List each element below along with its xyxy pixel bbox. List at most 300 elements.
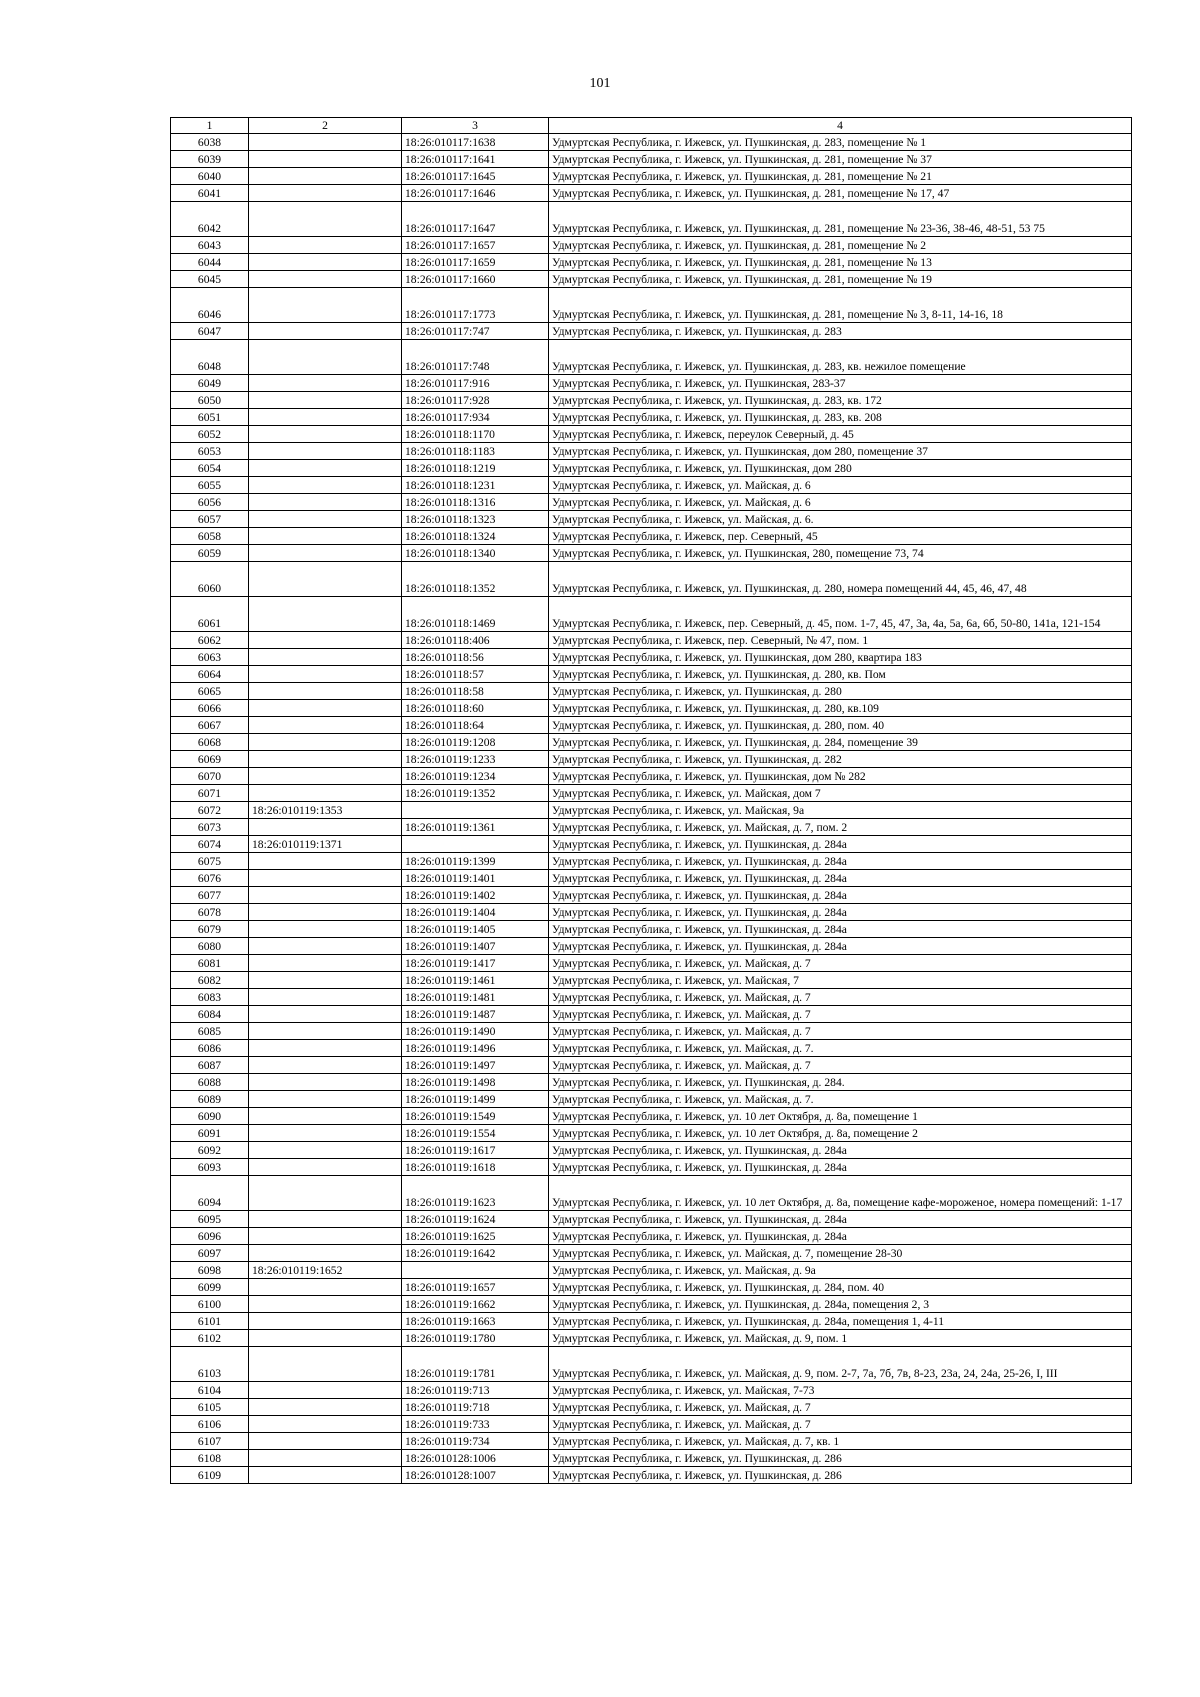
cadastral-number-alt-cell bbox=[249, 1313, 402, 1330]
row-number-cell: 6054 bbox=[171, 460, 249, 477]
cadastral-number-cell: 18:26:010119:1499 bbox=[402, 1091, 549, 1108]
table-row bbox=[171, 1108, 1132, 1125]
row-number-cell: 6102 bbox=[171, 1330, 249, 1347]
address-cell: Удмуртская Республика, г. Ижевск, ул. Пушкинская, д. 284а bbox=[549, 870, 1132, 887]
row-number-cell: 6105 bbox=[171, 1399, 249, 1416]
cadastral-number-alt-cell bbox=[249, 989, 402, 1006]
cadastral-number-alt-cell bbox=[249, 426, 402, 443]
row-number-cell: 6101 bbox=[171, 1313, 249, 1330]
cadastral-number-cell: 18:26:010119:1407 bbox=[402, 938, 549, 955]
row-number-cell: 6094 bbox=[171, 1176, 249, 1211]
table-row bbox=[171, 632, 1132, 649]
address-cell: Удмуртская Республика, г. Ижевск, ул. 10 лет Октября, д. 8а, помещение 2 bbox=[549, 1125, 1132, 1142]
cadastral-number-cell: 18:26:010119:1405 bbox=[402, 921, 549, 938]
row-number-cell: 6061 bbox=[171, 597, 249, 632]
address-cell: Удмуртская Республика, г. Ижевск, ул. Пушкинская, д. 284а, помещения 1, 4-11 bbox=[549, 1313, 1132, 1330]
address-cell: Удмуртская Республика, г. Ижевск, ул. Майская, 9а bbox=[549, 802, 1132, 819]
table-row bbox=[171, 562, 1132, 597]
address-cell: Удмуртская Республика, г. Ижевск, ул. Пушкинская, д. 284а bbox=[549, 887, 1132, 904]
table-row bbox=[171, 666, 1132, 683]
cadastral-number-cell: 18:26:010118:1469 bbox=[402, 597, 549, 632]
row-number-cell: 6056 bbox=[171, 494, 249, 511]
table-row bbox=[171, 768, 1132, 785]
address-cell: Удмуртская Республика, г. Ижевск, ул. Пушкинская, д. 283 bbox=[549, 323, 1132, 340]
table-row bbox=[171, 1023, 1132, 1040]
address-cell: Удмуртская Республика, г. Ижевск, ул. Пушкинская, д. 281, помещение № 17, 47 bbox=[549, 185, 1132, 202]
cadastral-number-alt-cell bbox=[249, 1211, 402, 1228]
cadastral-number-alt-cell bbox=[249, 1228, 402, 1245]
address-cell: Удмуртская Республика, г. Ижевск, ул. Пушкинская, д. 283, кв. нежилое помещение bbox=[549, 340, 1132, 375]
table-row bbox=[171, 323, 1132, 340]
row-number-cell: 6074 bbox=[171, 836, 249, 853]
cadastral-number-cell: 18:26:010119:1549 bbox=[402, 1108, 549, 1125]
table-row bbox=[171, 819, 1132, 836]
row-number-cell: 6049 bbox=[171, 375, 249, 392]
table-row bbox=[171, 734, 1132, 751]
address-cell: Удмуртская Республика, г. Ижевск, ул. Пушкинская, д. 282 bbox=[549, 751, 1132, 768]
row-number-cell: 6080 bbox=[171, 938, 249, 955]
row-number-cell: 6062 bbox=[171, 632, 249, 649]
row-number-cell: 6058 bbox=[171, 528, 249, 545]
address-cell: Удмуртская Республика, г. Ижевск, ул. Пушкинская, дом № 282 bbox=[549, 768, 1132, 785]
row-number-cell: 6064 bbox=[171, 666, 249, 683]
cadastral-number-alt-cell bbox=[249, 409, 402, 426]
address-cell: Удмуртская Республика, г. Ижевск, ул. Майская, д. 7 bbox=[549, 1057, 1132, 1074]
table-row bbox=[171, 443, 1132, 460]
cadastral-number-cell: 18:26:010117:1641 bbox=[402, 151, 549, 168]
cadastral-number-alt-cell bbox=[249, 734, 402, 751]
table-row bbox=[171, 1399, 1132, 1416]
cadastral-number-alt-cell bbox=[249, 254, 402, 271]
table-row bbox=[171, 1433, 1132, 1450]
cadastral-number-alt-cell bbox=[249, 921, 402, 938]
cadastral-number-cell: 18:26:010117:1660 bbox=[402, 271, 549, 288]
table-row bbox=[171, 254, 1132, 271]
cadastral-number-cell: 18:26:010117:1657 bbox=[402, 237, 549, 254]
cadastral-number-cell: 18:26:010118:1183 bbox=[402, 443, 549, 460]
cadastral-number-alt-cell bbox=[249, 545, 402, 562]
cadastral-number-alt-cell bbox=[249, 1279, 402, 1296]
table-row bbox=[171, 202, 1132, 237]
cadastral-number-cell: 18:26:010119:1623 bbox=[402, 1176, 549, 1211]
table-row bbox=[171, 921, 1132, 938]
cadastral-number-cell: 18:26:010118:56 bbox=[402, 649, 549, 666]
row-number-cell: 6055 bbox=[171, 477, 249, 494]
row-number-cell: 6086 bbox=[171, 1040, 249, 1057]
cadastral-number-cell: 18:26:010118:1170 bbox=[402, 426, 549, 443]
cadastral-number-cell: 18:26:010119:1233 bbox=[402, 751, 549, 768]
row-number-cell: 6092 bbox=[171, 1142, 249, 1159]
address-cell: Удмуртская Республика, г. Ижевск, ул. Майская, д. 7 bbox=[549, 1023, 1132, 1040]
row-number-cell: 6065 bbox=[171, 683, 249, 700]
table-row bbox=[171, 1211, 1132, 1228]
table-row bbox=[171, 802, 1132, 819]
column-header-3: 3 bbox=[402, 118, 549, 134]
row-number-cell: 6096 bbox=[171, 1228, 249, 1245]
cadastral-number-cell: 18:26:010128:1006 bbox=[402, 1450, 549, 1467]
address-cell: Удмуртская Республика, г. Ижевск, ул. Пушкинская, д. 280, пом. 40 bbox=[549, 717, 1132, 734]
cadastral-number-cell: 18:26:010119:1234 bbox=[402, 768, 549, 785]
cadastral-number-alt-cell bbox=[249, 666, 402, 683]
row-number-cell: 6087 bbox=[171, 1057, 249, 1074]
cadastral-number-alt-cell bbox=[249, 340, 402, 375]
cadastral-number-cell: 18:26:010117:1646 bbox=[402, 185, 549, 202]
cadastral-number-cell: 18:26:010117:1638 bbox=[402, 134, 549, 151]
cadastral-number-alt-cell bbox=[249, 1399, 402, 1416]
table-row bbox=[171, 955, 1132, 972]
table-row bbox=[171, 1074, 1132, 1091]
cadastral-number-alt-cell bbox=[249, 443, 402, 460]
address-cell: Удмуртская Республика, г. Ижевск, ул. Майская, д. 9, пом. 1 bbox=[549, 1330, 1132, 1347]
cadastral-number-alt-cell bbox=[249, 1330, 402, 1347]
table-row bbox=[171, 494, 1132, 511]
row-number-cell: 6108 bbox=[171, 1450, 249, 1467]
table-row bbox=[171, 700, 1132, 717]
address-cell: Удмуртская Республика, г. Ижевск, ул. Майская, д. 7. bbox=[549, 1040, 1132, 1057]
cadastral-number-alt-cell bbox=[249, 460, 402, 477]
table-row bbox=[171, 1450, 1132, 1467]
cadastral-number-cell: 18:26:010119:1498 bbox=[402, 1074, 549, 1091]
table-row bbox=[171, 870, 1132, 887]
address-cell: Удмуртская Республика, г. Ижевск, ул. Пушкинская, д. 284, помещение 39 bbox=[549, 734, 1132, 751]
cadastral-number-cell: 18:26:010119:1399 bbox=[402, 853, 549, 870]
address-cell: Удмуртская Республика, г. Ижевск, ул. Пушкинская, д. 281, помещение № 13 bbox=[549, 254, 1132, 271]
cadastral-number-alt-cell bbox=[249, 168, 402, 185]
cadastral-number-alt-cell bbox=[249, 392, 402, 409]
table-row bbox=[171, 477, 1132, 494]
cadastral-number-cell: 18:26:010117:934 bbox=[402, 409, 549, 426]
cadastral-number-alt-cell bbox=[249, 904, 402, 921]
table-row bbox=[171, 545, 1132, 562]
cadastral-number-alt-cell bbox=[249, 853, 402, 870]
row-number-cell: 6066 bbox=[171, 700, 249, 717]
address-cell: Удмуртская Республика, г. Ижевск, ул. Пушкинская, д. 284а bbox=[549, 938, 1132, 955]
table-row bbox=[171, 426, 1132, 443]
cadastral-number-alt-cell bbox=[249, 1382, 402, 1399]
cadastral-number-alt-cell bbox=[249, 1347, 402, 1382]
cadastral-number-cell: 18:26:010119:1625 bbox=[402, 1228, 549, 1245]
table-row bbox=[171, 375, 1132, 392]
table-row bbox=[171, 1416, 1132, 1433]
cadastral-number-alt-cell bbox=[249, 1467, 402, 1484]
cadastral-number-alt-cell bbox=[249, 271, 402, 288]
cadastral-number-alt-cell bbox=[249, 1074, 402, 1091]
row-number-cell: 6042 bbox=[171, 202, 249, 237]
table-row bbox=[171, 288, 1132, 323]
cadastral-number-cell: 18:26:010118:1324 bbox=[402, 528, 549, 545]
cadastral-number-cell: 18:26:010119:1617 bbox=[402, 1142, 549, 1159]
address-cell: Удмуртская Республика, г. Ижевск, ул. Пушкинская, д. 283, помещение № 1 bbox=[549, 134, 1132, 151]
table-header-row bbox=[171, 118, 1132, 134]
row-number-cell: 6057 bbox=[171, 511, 249, 528]
row-number-cell: 6083 bbox=[171, 989, 249, 1006]
address-cell: Удмуртская Республика, г. Ижевск, ул. Пушкинская, д. 284а bbox=[549, 853, 1132, 870]
row-number-cell: 6109 bbox=[171, 1467, 249, 1484]
cadastral-number-cell: 18:26:010119:1618 bbox=[402, 1159, 549, 1176]
cadastral-number-cell: 18:26:010119:1657 bbox=[402, 1279, 549, 1296]
address-cell: Удмуртская Республика, г. Ижевск, ул. Пушкинская, д. 280, кв.109 bbox=[549, 700, 1132, 717]
address-cell: Удмуртская Республика, г. Ижевск, ул. Майская, д. 7. bbox=[549, 1091, 1132, 1108]
cadastral-number-alt-cell bbox=[249, 887, 402, 904]
cadastral-number-alt-cell: 18:26:010119:1353 bbox=[249, 802, 402, 819]
address-cell: Удмуртская Республика, г. Ижевск, пер. Северный, д. 45, пом. 1-7, 45, 47, 3а, 4а, 5а, 6а, 6б, 50-80, 141а, 121-154 bbox=[549, 597, 1132, 632]
row-number-cell: 6107 bbox=[171, 1433, 249, 1450]
row-number-cell: 6099 bbox=[171, 1279, 249, 1296]
cadastral-number-cell: 18:26:010119:1481 bbox=[402, 989, 549, 1006]
row-number-cell: 6076 bbox=[171, 870, 249, 887]
cadastral-number-cell: 18:26:010118:1352 bbox=[402, 562, 549, 597]
table-row bbox=[171, 853, 1132, 870]
table-row bbox=[171, 1467, 1132, 1484]
cadastral-number-cell: 18:26:010119:1208 bbox=[402, 734, 549, 751]
table-row bbox=[171, 168, 1132, 185]
row-number-cell: 6079 bbox=[171, 921, 249, 938]
table-row bbox=[171, 717, 1132, 734]
table-row bbox=[171, 185, 1132, 202]
row-number-cell: 6050 bbox=[171, 392, 249, 409]
row-number-cell: 6041 bbox=[171, 185, 249, 202]
address-cell: Удмуртская Республика, г. Ижевск, ул. Майская, дом 7 bbox=[549, 785, 1132, 802]
cadastral-number-cell: 18:26:010117:1647 bbox=[402, 202, 549, 237]
address-cell: Удмуртская Республика, г. Ижевск, ул. Пушкинская, д. 281, помещение № 37 bbox=[549, 151, 1132, 168]
cadastral-number-cell: 18:26:010117:1659 bbox=[402, 254, 549, 271]
row-number-cell: 6085 bbox=[171, 1023, 249, 1040]
row-number-cell: 6098 bbox=[171, 1262, 249, 1279]
table-row bbox=[171, 151, 1132, 168]
table-row bbox=[171, 134, 1132, 151]
address-cell: Удмуртская Республика, г. Ижевск, ул. Пушкинская, д. 283, кв. 208 bbox=[549, 409, 1132, 426]
table-row bbox=[171, 972, 1132, 989]
cadastral-number-cell: 18:26:010119:718 bbox=[402, 1399, 549, 1416]
cadastral-number-alt-cell bbox=[249, 700, 402, 717]
table-row bbox=[171, 904, 1132, 921]
cadastral-number-alt-cell bbox=[249, 785, 402, 802]
row-number-cell: 6038 bbox=[171, 134, 249, 151]
table-row bbox=[171, 836, 1132, 853]
address-cell: Удмуртская Республика, г. Ижевск, ул. Пушкинская, д. 284а bbox=[549, 1211, 1132, 1228]
address-cell: Удмуртская Республика, г. Ижевск, ул. Майская, д. 7 bbox=[549, 1399, 1132, 1416]
address-cell: Удмуртская Республика, г. Ижевск, ул. Пушкинская, д. 281, помещение № 23-36, 38-46, 48-51, 53 75 bbox=[549, 202, 1132, 237]
address-cell: Удмуртская Республика, г. Ижевск, ул. Майская, д. 6. bbox=[549, 511, 1132, 528]
cadastral-number-cell: 18:26:010118:1219 bbox=[402, 460, 549, 477]
row-number-cell: 6106 bbox=[171, 1416, 249, 1433]
cadastral-number-alt-cell bbox=[249, 938, 402, 955]
cadastral-number-cell: 18:26:010119:1417 bbox=[402, 955, 549, 972]
cadastral-number-alt-cell bbox=[249, 597, 402, 632]
cadastral-number-alt-cell: 18:26:010119:1652 bbox=[249, 1262, 402, 1279]
cadastral-number-alt-cell bbox=[249, 528, 402, 545]
table-row bbox=[171, 460, 1132, 477]
cadastral-number-cell: 18:26:010119:1497 bbox=[402, 1057, 549, 1074]
row-number-cell: 6063 bbox=[171, 649, 249, 666]
address-cell: Удмуртская Республика, г. Ижевск, ул. Майская, д. 7 bbox=[549, 989, 1132, 1006]
row-number-cell: 6090 bbox=[171, 1108, 249, 1125]
table-row bbox=[171, 1159, 1132, 1176]
cadastral-number-alt-cell bbox=[249, 375, 402, 392]
row-number-cell: 6089 bbox=[171, 1091, 249, 1108]
address-cell: Удмуртская Республика, г. Ижевск, ул. Майская, 7 bbox=[549, 972, 1132, 989]
table-row bbox=[171, 1347, 1132, 1382]
row-number-cell: 6039 bbox=[171, 151, 249, 168]
row-number-cell: 6040 bbox=[171, 168, 249, 185]
address-cell: Удмуртская Республика, г. Ижевск, ул. Пушкинская, д. 283, кв. 172 bbox=[549, 392, 1132, 409]
address-cell: Удмуртская Республика, г. Ижевск, ул. Пушкинская, дом 280, квартира 183 bbox=[549, 649, 1132, 666]
cadastral-number-alt-cell bbox=[249, 237, 402, 254]
table-row bbox=[171, 1382, 1132, 1399]
cadastral-number-cell: 18:26:010119:1487 bbox=[402, 1006, 549, 1023]
row-number-cell: 6073 bbox=[171, 819, 249, 836]
row-number-cell: 6044 bbox=[171, 254, 249, 271]
address-cell: Удмуртская Республика, г. Ижевск, ул. Майская, д. 6 bbox=[549, 477, 1132, 494]
cadastral-number-cell: 18:26:010118:1340 bbox=[402, 545, 549, 562]
cadastral-number-cell: 18:26:010118:1231 bbox=[402, 477, 549, 494]
cadastral-number-cell: 18:26:010119:1642 bbox=[402, 1245, 549, 1262]
cadastral-number-alt-cell bbox=[249, 972, 402, 989]
table-row bbox=[171, 271, 1132, 288]
row-number-cell: 6046 bbox=[171, 288, 249, 323]
cadastral-number-alt-cell bbox=[249, 494, 402, 511]
cadastral-number-alt-cell bbox=[249, 1091, 402, 1108]
table-row bbox=[171, 751, 1132, 768]
table-row bbox=[171, 237, 1132, 254]
address-cell: Удмуртская Республика, г. Ижевск, ул. Пушкинская, д. 281, помещение № 21 bbox=[549, 168, 1132, 185]
table-row bbox=[171, 938, 1132, 955]
address-cell: Удмуртская Республика, г. Ижевск, ул. Пушкинская, 283-37 bbox=[549, 375, 1132, 392]
address-cell: Удмуртская Республика, г. Ижевск, ул. Пушкинская, д. 284. bbox=[549, 1074, 1132, 1091]
address-cell: Удмуртская Республика, г. Ижевск, пер. Северный, 45 bbox=[549, 528, 1132, 545]
row-number-cell: 6072 bbox=[171, 802, 249, 819]
cadastral-number-alt-cell bbox=[249, 323, 402, 340]
cadastral-number-cell: 18:26:010119:1624 bbox=[402, 1211, 549, 1228]
cadastral-number-alt-cell bbox=[249, 649, 402, 666]
address-cell: Удмуртская Республика, г. Ижевск, ул. Пушкинская, д. 281, помещение № 19 bbox=[549, 271, 1132, 288]
table-row bbox=[171, 392, 1132, 409]
cadastral-number-alt-cell bbox=[249, 1159, 402, 1176]
cadastral-number-cell bbox=[402, 1262, 549, 1279]
cadastral-number-cell: 18:26:010119:1361 bbox=[402, 819, 549, 836]
address-cell: Удмуртская Республика, г. Ижевск, ул. 10 лет Октября, д. 8а, помещение кафе-мороженое, номера помещений: 1-17 bbox=[549, 1176, 1132, 1211]
row-number-cell: 6059 bbox=[171, 545, 249, 562]
row-number-cell: 6071 bbox=[171, 785, 249, 802]
table-row bbox=[171, 1228, 1132, 1245]
cadastral-number-cell: 18:26:010119:1663 bbox=[402, 1313, 549, 1330]
address-cell: Удмуртская Республика, г. Ижевск, ул. Пушкинская, д. 284а bbox=[549, 1142, 1132, 1159]
address-cell: Удмуртская Республика, г. Ижевск, ул. Пушкинская, дом 280 bbox=[549, 460, 1132, 477]
table-row bbox=[171, 1262, 1132, 1279]
cadastral-number-cell: 18:26:010118:64 bbox=[402, 717, 549, 734]
cadastral-number-cell: 18:26:010118:1323 bbox=[402, 511, 549, 528]
row-number-cell: 6051 bbox=[171, 409, 249, 426]
row-number-cell: 6091 bbox=[171, 1125, 249, 1142]
address-cell: Удмуртская Республика, г. Ижевск, ул. Пушкинская, д. 284а bbox=[549, 836, 1132, 853]
row-number-cell: 6048 bbox=[171, 340, 249, 375]
address-cell: Удмуртская Республика, г. Ижевск, ул. Пушкинская, д. 281, помещение № 2 bbox=[549, 237, 1132, 254]
cadastral-number-alt-cell bbox=[249, 1142, 402, 1159]
address-cell: Удмуртская Республика, г. Ижевск, ул. Пушкинская, д. 280 bbox=[549, 683, 1132, 700]
address-cell: Удмуртская Республика, г. Ижевск, пер. Северный, № 47, пом. 1 bbox=[549, 632, 1132, 649]
cadastral-number-alt-cell: 18:26:010119:1371 bbox=[249, 836, 402, 853]
address-cell: Удмуртская Республика, г. Ижевск, ул. Пушкинская, д. 281, помещение № 3, 8-11, 14-16, 18 bbox=[549, 288, 1132, 323]
cadastral-number-alt-cell bbox=[249, 819, 402, 836]
row-number-cell: 6068 bbox=[171, 734, 249, 751]
cadastral-number-alt-cell bbox=[249, 511, 402, 528]
cadastral-number-cell: 18:26:010118:406 bbox=[402, 632, 549, 649]
cadastral-number-alt-cell bbox=[249, 717, 402, 734]
table-body bbox=[171, 134, 1132, 1484]
row-number-cell: 6100 bbox=[171, 1296, 249, 1313]
cadastral-number-cell: 18:26:010119:1401 bbox=[402, 870, 549, 887]
address-cell: Удмуртская Республика, г. Ижевск, ул. Пушкинская, д. 280, кв. Пом bbox=[549, 666, 1132, 683]
row-number-cell: 6070 bbox=[171, 768, 249, 785]
address-cell: Удмуртская Республика, г. Ижевск, ул. Майская, д. 7 bbox=[549, 1416, 1132, 1433]
row-number-cell: 6069 bbox=[171, 751, 249, 768]
table-row bbox=[171, 1091, 1132, 1108]
cadastral-number-alt-cell bbox=[249, 1450, 402, 1467]
cadastral-number-cell: 18:26:010119:1496 bbox=[402, 1040, 549, 1057]
cadastral-number-alt-cell bbox=[249, 1040, 402, 1057]
cadastral-number-cell: 18:26:010119:713 bbox=[402, 1382, 549, 1399]
cadastral-number-alt-cell bbox=[249, 202, 402, 237]
address-cell: Удмуртская Республика, г. Ижевск, ул. Пушкинская, д. 284а bbox=[549, 921, 1132, 938]
cadastral-number-cell bbox=[402, 836, 549, 853]
cadastral-number-cell: 18:26:010119:1352 bbox=[402, 785, 549, 802]
row-number-cell: 6047 bbox=[171, 323, 249, 340]
row-number-cell: 6084 bbox=[171, 1006, 249, 1023]
cadastral-number-alt-cell bbox=[249, 477, 402, 494]
table-row bbox=[171, 1176, 1132, 1211]
cadastral-number-cell: 18:26:010119:1461 bbox=[402, 972, 549, 989]
cadastral-number-alt-cell bbox=[249, 1296, 402, 1313]
cadastral-number-cell bbox=[402, 802, 549, 819]
cadastral-number-cell: 18:26:010118:57 bbox=[402, 666, 549, 683]
cadastral-number-cell: 18:26:010119:733 bbox=[402, 1416, 549, 1433]
cadastral-number-cell: 18:26:010118:58 bbox=[402, 683, 549, 700]
cadastral-number-alt-cell bbox=[249, 1416, 402, 1433]
cadastral-number-cell: 18:26:010119:1402 bbox=[402, 887, 549, 904]
cadastral-number-cell: 18:26:010119:1780 bbox=[402, 1330, 549, 1347]
address-cell: Удмуртская Республика, г. Ижевск, ул. Майская, д. 7 bbox=[549, 955, 1132, 972]
address-cell: Удмуртская Республика, г. Ижевск, ул. Пушкинская, дом 280, помещение 37 bbox=[549, 443, 1132, 460]
address-cell: Удмуртская Республика, г. Ижевск, ул. Пушкинская, д. 286 bbox=[549, 1467, 1132, 1484]
row-number-cell: 6043 bbox=[171, 237, 249, 254]
address-cell: Удмуртская Республика, г. Ижевск, ул. Пушкинская, д. 284, пом. 40 bbox=[549, 1279, 1132, 1296]
table-row bbox=[171, 1245, 1132, 1262]
row-number-cell: 6078 bbox=[171, 904, 249, 921]
cadastral-number-cell: 18:26:010119:734 bbox=[402, 1433, 549, 1450]
row-number-cell: 6077 bbox=[171, 887, 249, 904]
cadastral-number-cell: 18:26:010118:1316 bbox=[402, 494, 549, 511]
row-number-cell: 6097 bbox=[171, 1245, 249, 1262]
address-cell: Удмуртская Республика, г. Ижевск, ул. Пушкинская, д. 286 bbox=[549, 1450, 1132, 1467]
address-cell: Удмуртская Республика, г. Ижевск, ул. Пушкинская, д. 284а bbox=[549, 1159, 1132, 1176]
cadastral-number-alt-cell bbox=[249, 288, 402, 323]
cadastral-number-cell: 18:26:010119:1781 bbox=[402, 1347, 549, 1382]
cadastral-number-alt-cell bbox=[249, 185, 402, 202]
address-cell: Удмуртская Республика, г. Ижевск, ул. Майская, д. 7 bbox=[549, 1006, 1132, 1023]
cadastral-number-alt-cell bbox=[249, 870, 402, 887]
address-cell: Удмуртская Республика, г. Ижевск, ул. 10 лет Октября, д. 8а, помещение 1 bbox=[549, 1108, 1132, 1125]
table-row bbox=[171, 683, 1132, 700]
table-row bbox=[171, 887, 1132, 904]
cadastral-number-alt-cell bbox=[249, 632, 402, 649]
cadastral-number-cell: 18:26:010119:1554 bbox=[402, 1125, 549, 1142]
cadastral-number-cell: 18:26:010119:1662 bbox=[402, 1296, 549, 1313]
cadastral-number-alt-cell bbox=[249, 768, 402, 785]
address-cell: Удмуртская Республика, г. Ижевск, ул. Пушкинская, д. 284а, помещения 2, 3 bbox=[549, 1296, 1132, 1313]
table-row bbox=[171, 1006, 1132, 1023]
cadastral-number-cell: 18:26:010117:748 bbox=[402, 340, 549, 375]
cadastral-number-cell: 18:26:010119:1490 bbox=[402, 1023, 549, 1040]
